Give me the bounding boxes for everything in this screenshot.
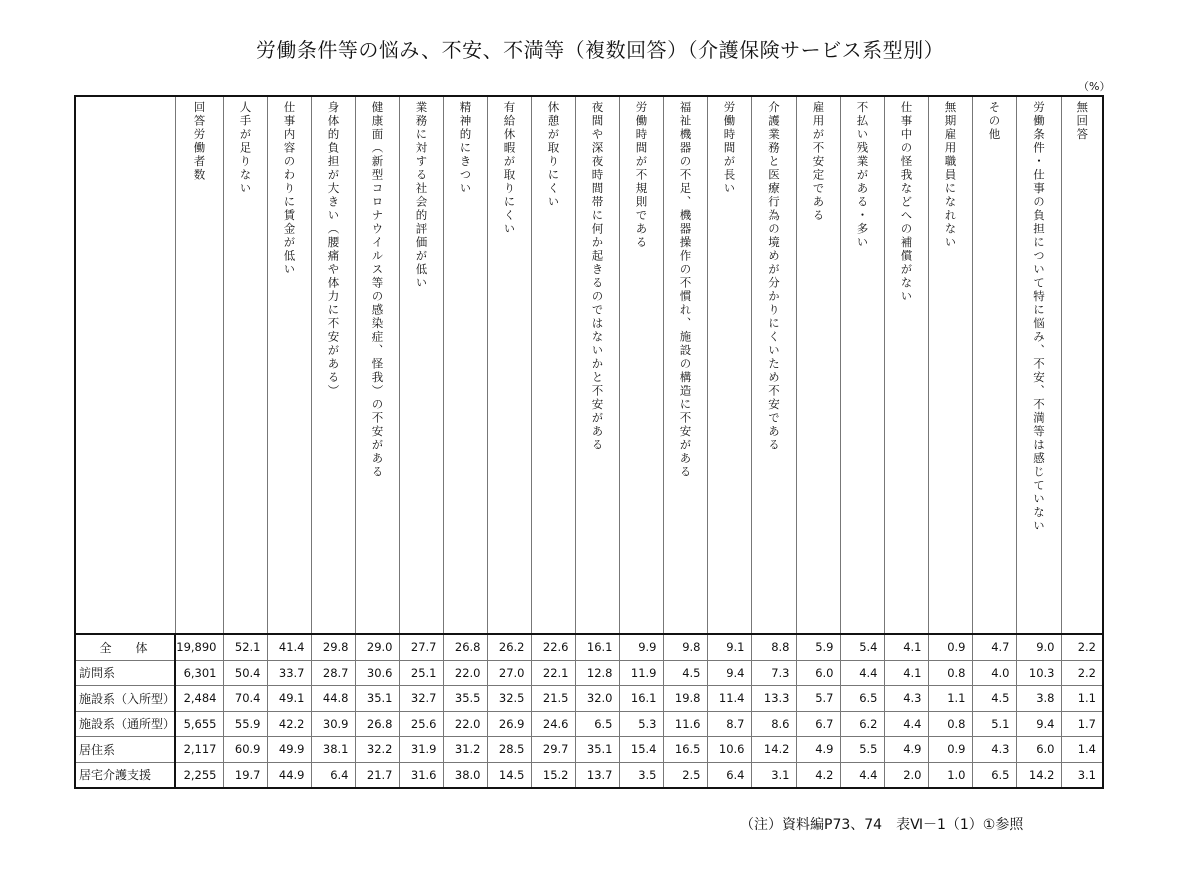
column-header: 健康面（新型コロナウイルス等の感染症、怪我）の不安がある [355, 96, 399, 634]
percent-cell: 2.5 [663, 762, 707, 788]
percent-cell: 10.6 [707, 737, 751, 763]
percent-cell: 5.9 [796, 634, 840, 660]
table-row [75, 737, 1103, 763]
percent-cell: 14.5 [487, 762, 531, 788]
percent-cell: 3.5 [619, 762, 663, 788]
percent-cell: 55.9 [223, 711, 267, 737]
percent-cell: 3.1 [751, 762, 796, 788]
survey-table [74, 95, 1104, 789]
percent-cell: 70.4 [223, 686, 267, 712]
percent-cell: 15.4 [619, 737, 663, 763]
column-header: 精神的にきつい [443, 96, 487, 634]
column-header: 福祉機器の不足、機器操作の不慣れ、施設の構造に不安がある [663, 96, 707, 634]
percent-cell: 4.1 [884, 634, 928, 660]
percent-cell: 3.1 [1061, 762, 1103, 788]
respondent-count-cell: 5,655 [175, 711, 223, 737]
percent-cell: 28.5 [487, 737, 531, 763]
unit-label: （%） [1078, 80, 1111, 93]
percent-cell: 11.4 [707, 686, 751, 712]
corner-cell [75, 96, 175, 634]
percent-cell: 25.1 [399, 660, 443, 686]
percent-cell: 11.6 [663, 711, 707, 737]
percent-cell: 4.9 [796, 737, 840, 763]
percent-cell: 29.0 [355, 634, 399, 660]
percent-cell: 41.4 [267, 634, 311, 660]
row-label: 施設系（通所型） [75, 711, 175, 737]
column-header: 休憩が取りにくい [531, 96, 575, 634]
column-header: 無回答 [1061, 96, 1103, 634]
percent-cell: 9.9 [619, 634, 663, 660]
percent-cell: 35.5 [443, 686, 487, 712]
column-header: 労働時間が長い [707, 96, 751, 634]
percent-cell: 14.2 [1016, 762, 1061, 788]
percent-cell: 6.2 [840, 711, 884, 737]
percent-cell: 4.3 [972, 737, 1016, 763]
column-header: 労働条件・仕事の負担について特に悩み、不安、不満等は感じていない [1016, 96, 1061, 634]
percent-cell: 31.6 [399, 762, 443, 788]
percent-cell: 0.8 [928, 660, 972, 686]
percent-cell: 13.7 [575, 762, 619, 788]
row-label: 訪問系 [75, 660, 175, 686]
percent-cell: 29.7 [531, 737, 575, 763]
column-header: 夜間や深夜時間帯に何か起きるのではないかと不安がある [575, 96, 619, 634]
respondent-count-cell: 2,255 [175, 762, 223, 788]
percent-cell: 4.9 [884, 737, 928, 763]
percent-cell: 13.3 [751, 686, 796, 712]
percent-cell: 4.4 [884, 711, 928, 737]
row-label: 居宅介護支援 [75, 762, 175, 788]
percent-cell: 3.8 [1016, 686, 1061, 712]
percent-cell: 4.0 [972, 660, 1016, 686]
percent-cell: 30.9 [311, 711, 355, 737]
percent-cell: 22.6 [531, 634, 575, 660]
percent-cell: 21.7 [355, 762, 399, 788]
row-label: 施設系（入所型） [75, 686, 175, 712]
percent-cell: 9.4 [707, 660, 751, 686]
percent-cell: 29.8 [311, 634, 355, 660]
percent-cell: 27.7 [399, 634, 443, 660]
percent-cell: 6.0 [1016, 737, 1061, 763]
percent-cell: 8.7 [707, 711, 751, 737]
percent-cell: 12.8 [575, 660, 619, 686]
percent-cell: 33.7 [267, 660, 311, 686]
percent-cell: 26.2 [487, 634, 531, 660]
percent-cell: 14.2 [751, 737, 796, 763]
percent-cell: 27.0 [487, 660, 531, 686]
percent-cell: 6.4 [707, 762, 751, 788]
percent-cell: 6.5 [972, 762, 1016, 788]
percent-cell: 4.7 [972, 634, 1016, 660]
column-header: 人手が足りない [223, 96, 267, 634]
percent-cell: 10.3 [1016, 660, 1061, 686]
percent-cell: 49.1 [267, 686, 311, 712]
percent-cell: 26.9 [487, 711, 531, 737]
percent-cell: 38.1 [311, 737, 355, 763]
percent-cell: 0.8 [928, 711, 972, 737]
percent-cell: 6.5 [575, 711, 619, 737]
table-row [75, 660, 1103, 686]
percent-cell: 1.1 [928, 686, 972, 712]
percent-cell: 4.5 [663, 660, 707, 686]
percent-cell: 4.5 [972, 686, 1016, 712]
footnote: （注）資料編P73、74 表Ⅵ－1（1）①参照 [740, 817, 1024, 833]
percent-cell: 32.0 [575, 686, 619, 712]
column-header: 有給休暇が取りにくい [487, 96, 531, 634]
percent-cell: 1.7 [1061, 711, 1103, 737]
percent-cell: 1.1 [1061, 686, 1103, 712]
percent-cell: 8.6 [751, 711, 796, 737]
percent-cell: 26.8 [443, 634, 487, 660]
percent-cell: 5.4 [840, 634, 884, 660]
table-row [75, 634, 1103, 660]
percent-cell: 22.1 [531, 660, 575, 686]
percent-cell: 24.6 [531, 711, 575, 737]
percent-cell: 32.5 [487, 686, 531, 712]
percent-cell: 9.4 [1016, 711, 1061, 737]
percent-cell: 6.7 [796, 711, 840, 737]
percent-cell: 16.1 [619, 686, 663, 712]
percent-cell: 9.8 [663, 634, 707, 660]
percent-cell: 30.6 [355, 660, 399, 686]
percent-cell: 42.2 [267, 711, 311, 737]
percent-cell: 44.8 [311, 686, 355, 712]
percent-cell: 22.0 [443, 711, 487, 737]
percent-cell: 44.9 [267, 762, 311, 788]
table-row [75, 711, 1103, 737]
percent-cell: 9.0 [1016, 634, 1061, 660]
percent-cell: 52.1 [223, 634, 267, 660]
percent-cell: 19.8 [663, 686, 707, 712]
page-title: 労働条件等の悩み、不安、不満等（複数回答）（介護保険サービス系型別） [255, 38, 945, 62]
percent-cell: 2.2 [1061, 634, 1103, 660]
percent-cell: 35.1 [355, 686, 399, 712]
column-header: 不払い残業がある・多い [840, 96, 884, 634]
respondent-count-cell: 2,484 [175, 686, 223, 712]
percent-cell: 4.4 [840, 762, 884, 788]
respondent-count-cell: 6,301 [175, 660, 223, 686]
percent-cell: 4.4 [840, 660, 884, 686]
table-row [75, 762, 1103, 788]
percent-cell: 2.0 [884, 762, 928, 788]
percent-cell: 31.9 [399, 737, 443, 763]
row-label: 居住系 [75, 737, 175, 763]
percent-cell: 8.8 [751, 634, 796, 660]
column-header: 仕事内容のわりに賃金が低い [267, 96, 311, 634]
percent-cell: 60.9 [223, 737, 267, 763]
percent-cell: 1.4 [1061, 737, 1103, 763]
respondent-count-cell: 2,117 [175, 737, 223, 763]
percent-cell: 15.2 [531, 762, 575, 788]
percent-cell: 38.0 [443, 762, 487, 788]
percent-cell: 32.2 [355, 737, 399, 763]
percent-cell: 6.5 [840, 686, 884, 712]
percent-cell: 16.1 [575, 634, 619, 660]
table-row [75, 686, 1103, 712]
percent-cell: 7.3 [751, 660, 796, 686]
column-header: 介護業務と医療行為の境めが分かりにくいため不安である [751, 96, 796, 634]
percent-cell: 6.0 [796, 660, 840, 686]
percent-cell: 5.7 [796, 686, 840, 712]
percent-cell: 0.9 [928, 634, 972, 660]
row-label: 全 体 [75, 634, 175, 660]
column-header: その他 [972, 96, 1016, 634]
respondent-count-cell: 19,890 [175, 634, 223, 660]
percent-cell: 21.5 [531, 686, 575, 712]
column-header: 身体的負担が大きい（腰痛や体力に不安がある） [311, 96, 355, 634]
percent-cell: 2.2 [1061, 660, 1103, 686]
column-header: 雇用が不安定である [796, 96, 840, 634]
column-header: 労働時間が不規則である [619, 96, 663, 634]
column-header: 業務に対する社会的評価が低い [399, 96, 443, 634]
percent-cell: 16.5 [663, 737, 707, 763]
percent-cell: 5.3 [619, 711, 663, 737]
percent-cell: 0.9 [928, 737, 972, 763]
percent-cell: 35.1 [575, 737, 619, 763]
column-header: 回答労働者数 [175, 96, 223, 634]
percent-cell: 4.1 [884, 660, 928, 686]
column-header: 無期雇用職員になれない [928, 96, 972, 634]
percent-cell: 1.0 [928, 762, 972, 788]
percent-cell: 4.3 [884, 686, 928, 712]
percent-cell: 4.2 [796, 762, 840, 788]
header-row [75, 96, 1103, 634]
percent-cell: 49.9 [267, 737, 311, 763]
percent-cell: 26.8 [355, 711, 399, 737]
percent-cell: 50.4 [223, 660, 267, 686]
percent-cell: 32.7 [399, 686, 443, 712]
percent-cell: 5.5 [840, 737, 884, 763]
percent-cell: 31.2 [443, 737, 487, 763]
percent-cell: 25.6 [399, 711, 443, 737]
percent-cell: 11.9 [619, 660, 663, 686]
percent-cell: 5.1 [972, 711, 1016, 737]
percent-cell: 6.4 [311, 762, 355, 788]
percent-cell: 9.1 [707, 634, 751, 660]
percent-cell: 19.7 [223, 762, 267, 788]
percent-cell: 22.0 [443, 660, 487, 686]
percent-cell: 28.7 [311, 660, 355, 686]
column-header: 仕事中の怪我などへの補償がない [884, 96, 928, 634]
